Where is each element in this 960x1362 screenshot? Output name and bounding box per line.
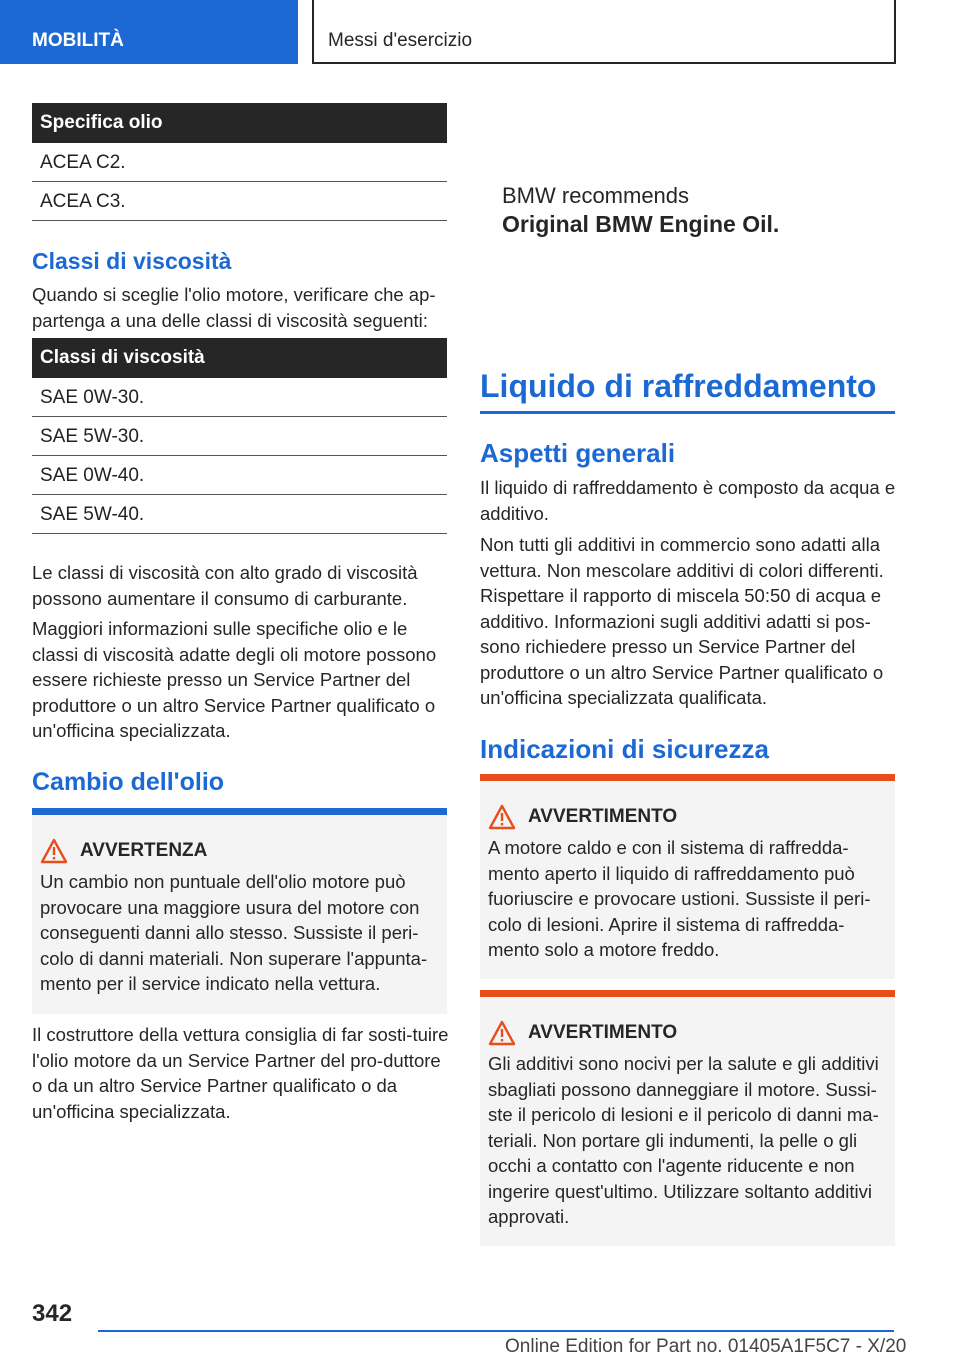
warning-triangle-icon bbox=[488, 804, 516, 830]
footer-divider bbox=[98, 1330, 894, 1332]
section-tab: MOBILITÀ bbox=[0, 0, 298, 64]
warning-bar bbox=[480, 990, 895, 997]
table-row: SAE 5W-30. bbox=[32, 417, 447, 456]
warning-triangle-icon bbox=[488, 1020, 516, 1046]
oil-change-notice bbox=[32, 808, 447, 1014]
table-header: Classi di viscosità bbox=[32, 338, 447, 378]
warning-title-text: AVVERTIMENTO bbox=[528, 1022, 678, 1043]
coolant-heading: Liquido di raffreddamento bbox=[480, 368, 895, 414]
viscosity-paragraph-2: Maggiori informazioni sulle specifiche olio e le classi di viscosità adatte degli oli motore possono essere richieste presso un Service Partner del produttore o un altro Service Partner qualificato o un'officina specializzata. bbox=[32, 618, 437, 741]
warning-triangle-icon bbox=[40, 838, 68, 864]
table-row: SAE 5W-40. bbox=[32, 495, 447, 534]
warning-bar bbox=[480, 774, 895, 781]
bmw-oil-logo bbox=[502, 182, 779, 238]
table-header: Specifica olio bbox=[32, 103, 447, 143]
table-row: SAE 0W-40. bbox=[32, 456, 447, 495]
notice-body: Un cambio non puntuale dell'olio motore può provocare una maggiore usura del motore con conseguenti danni allo stesso. Sussiste il peri‐colo di danni materiali. Non superare l'appunta‐mento per il service indicato nella vettura. bbox=[40, 871, 428, 994]
warning-body: Gli additivi sono nocivi per la salute e gli additivi sbagliati possono danneggiare il motore. Sussi‐ste il pericolo di lesioni e il pericolo di danni ma‐teriali. Non portare gli indumenti, la pelle o gli occhi a contatto con l'agente riducente e non ingerire quest'ultimo. Utilizzare soltanto additivi approvati. bbox=[488, 1053, 879, 1227]
oil-spec-table bbox=[32, 103, 447, 221]
coolant-warning-2 bbox=[480, 990, 895, 1246]
warning-title-text: AVVERTIMENTO bbox=[528, 806, 678, 827]
warning-body: A motore caldo e con il sistema di raffredda‐mento aperto il liquido di raffreddamento può fuoriuscire e provocare ustioni. Sussiste il peri‐colo di lesioni. Aprire il sistema di raffredda‐mento solo a motore freddo. bbox=[488, 837, 871, 960]
viscosity-paragraph-1: Le classi di viscosità con alto grado di viscosità possono aumentare il consumo di carburante. bbox=[32, 562, 418, 609]
chapter-title: Messi d'esercizio bbox=[312, 0, 896, 64]
page-number: 342 bbox=[32, 1300, 73, 1327]
table-row: ACEA C3. bbox=[32, 182, 447, 221]
general-heading: Aspetti generali bbox=[480, 438, 676, 468]
oil-change-heading: Cambio dell'olio bbox=[32, 768, 225, 796]
notice-title-text: AVVERTENZA bbox=[80, 840, 208, 861]
warning-title bbox=[488, 1015, 887, 1051]
viscosity-heading: Classi di viscosità bbox=[32, 248, 232, 274]
notice-bar bbox=[32, 808, 447, 815]
bmw-logo-line2: Original BMW Engine Oil. bbox=[502, 211, 780, 237]
viscosity-intro: Quando si sceglie l'olio motore, verificare che ap‐partenga a una delle classi di viscosità seguenti: bbox=[32, 284, 436, 331]
oil-change-paragraph: Il costruttore della vettura consiglia di far sosti‐tuire l'olio motore da un Service Partner del pro‐duttore o da un altro Service Partner qualificato o da un'officina specializzata. bbox=[32, 1024, 449, 1122]
table-row: ACEA C2. bbox=[32, 143, 447, 182]
safety-heading: Indicazioni di sicurezza bbox=[480, 734, 769, 764]
general-paragraph-1: Il liquido di raffreddamento è composto da acqua e additivo. bbox=[480, 477, 896, 524]
notice-title bbox=[40, 833, 439, 869]
warning-title bbox=[488, 799, 887, 835]
edition-note: Online Edition for Part no. 01405A1F5C7 - X/20 bbox=[505, 1336, 907, 1357]
viscosity-table bbox=[32, 338, 447, 534]
table-row: SAE 0W-30. bbox=[32, 378, 447, 417]
coolant-warning-1 bbox=[480, 774, 895, 979]
bmw-logo-line1: BMW recommends bbox=[502, 183, 690, 208]
general-paragraph-2: Non tutti gli additivi in commercio sono adatti alla vettura. Non mescolare additivi di colori differenti. Rispettare il rapporto di miscela 50:50 di acqua e additivo. Informazioni sugli additivi adatti si pos‐sono richiedere presso un Service Partner del produttore o un altro Service Partner qualificato o un'officina specializzata qualificata. bbox=[480, 534, 884, 708]
